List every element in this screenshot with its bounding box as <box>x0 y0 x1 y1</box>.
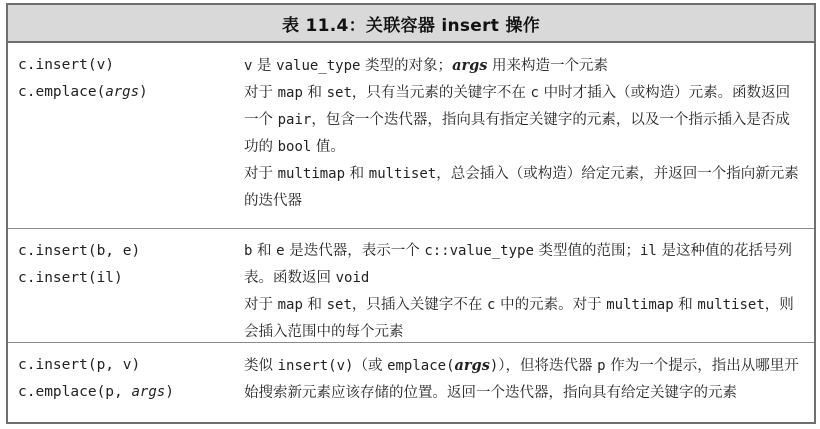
operation-signature: c.insert(v) <box>18 57 115 73</box>
operation-signature: c.insert(b, e) <box>18 243 141 259</box>
operation-signature: c.emplace(p, args) <box>18 384 174 400</box>
insert-operations-table <box>6 3 816 424</box>
operation-signature: c.insert(il) <box>18 270 123 286</box>
description-paragraph: v 是 value_type 类型的对象；args 用来构造一个元素 <box>244 57 609 74</box>
description-cell <box>240 229 814 342</box>
table-row <box>8 43 814 229</box>
table-row <box>8 229 814 343</box>
table-title: 表 11.4：关联容器 insert 操作 <box>8 5 814 43</box>
description-paragraph: 类似 insert(v)（或 emplace(args)），但将迭代器 p 作为一个提示，指出从哪里开始搜索新元素应该存储的位置。返回一个迭代器，指向具有给定关键字的元素 <box>244 357 799 401</box>
description-paragraph: 对于 map 和 set，只插入关键字不在 c 中的元素。对于 multimap 和 multiset，则会插入范围中的每个元素 <box>244 297 794 340</box>
table-row <box>8 343 814 424</box>
operation-cell <box>8 343 240 424</box>
description-cell <box>240 43 814 228</box>
description-paragraph: 对于 multimap 和 multiset，总会插入（或构造）给定元素，并返回一个指向新元素的迭代器 <box>244 166 799 209</box>
operation-cell <box>8 229 240 342</box>
description-paragraph: b 和 e 是迭代器，表示一个 c::value_type 类型值的范围；il 是这种值的花括号列表。函数返回 void <box>244 243 792 286</box>
description-cell <box>240 343 814 424</box>
operation-cell <box>8 43 240 228</box>
description-paragraph: 对于 map 和 set，只有当元素的关键字不在 c 中时才插入（或构造）元素。函数返回一个 pair，包含一个迭代器，指向具有指定关键字的元素，以及一个指示插入是否成功的 bool 值。 <box>244 85 791 155</box>
operation-signature: c.emplace(args) <box>18 84 148 100</box>
operation-signature: c.insert(p, v) <box>18 357 141 373</box>
